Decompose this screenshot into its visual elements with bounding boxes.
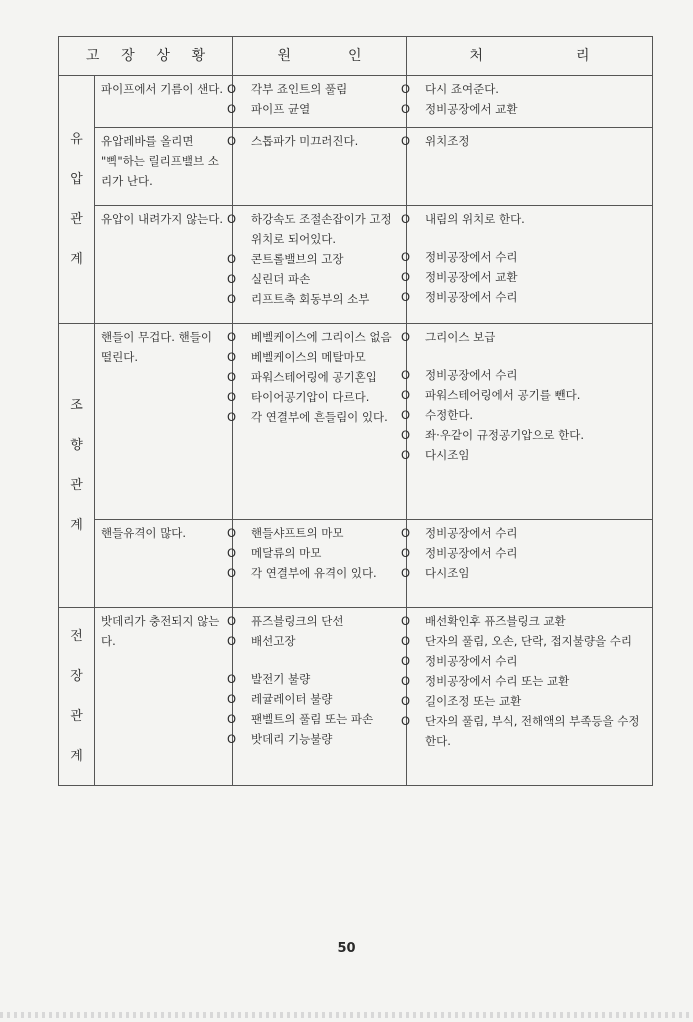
remedy-cell	[401, 324, 653, 520]
situation-cell: 밧데리가 충전되지 않는다.	[95, 608, 233, 786]
list-item	[401, 523, 646, 543]
remedy-cell	[401, 76, 653, 128]
list-item	[401, 631, 646, 651]
header-situation: 고 장 상 황	[59, 37, 233, 76]
list-item	[401, 611, 646, 631]
item-text: 길이조정 또는 교환	[425, 694, 522, 708]
list-item	[401, 99, 646, 119]
bullet-icon: O	[227, 370, 237, 384]
table-header-row	[59, 37, 653, 76]
cause-cell	[227, 76, 407, 128]
item-text: 정비공장에서 수리	[425, 290, 518, 304]
category-char: 전	[70, 628, 83, 644]
cause-cell	[227, 520, 407, 608]
list-item	[401, 327, 646, 347]
item-text: 다시조임	[425, 566, 470, 580]
item-text: 파이프 균열	[251, 102, 311, 116]
troubleshooting-table	[58, 36, 653, 786]
item-text: 배선확인후 퓨즈블링크 교환	[425, 614, 566, 628]
bullet-icon: O	[401, 566, 411, 580]
item-text: 정비공장에서 교환	[425, 102, 518, 116]
item-text: 하강속도 조절손잡이가 고정위치로 되어있다.	[251, 212, 392, 246]
category-char: 관	[70, 708, 83, 724]
item-text: 정비공장에서 수리	[425, 526, 518, 540]
list-item	[401, 425, 646, 445]
remedy-cell	[401, 520, 653, 608]
bullet-icon: O	[401, 330, 411, 344]
list-item	[227, 387, 400, 407]
list-item	[227, 729, 400, 749]
situation-cell: 핸들유격이 많다.	[95, 520, 233, 608]
list-item	[227, 79, 400, 99]
item-text: 좌·우같이 규정공기압으로 한다.	[425, 428, 585, 442]
situation-cell: 유압이 내려가지 않는다.	[95, 206, 233, 324]
table-row	[59, 76, 653, 128]
item-text: 정비공장에서 수리	[425, 250, 518, 264]
table-row	[59, 324, 653, 520]
item-text: 내림의 위치로 한다.	[425, 212, 525, 226]
list-item	[227, 99, 400, 119]
bullet-icon: O	[227, 614, 237, 628]
list-item	[401, 405, 646, 425]
bullet-icon: O	[401, 388, 411, 402]
list-item	[401, 247, 646, 267]
spacer	[239, 651, 400, 669]
bullet-icon: O	[401, 290, 411, 304]
spacer	[413, 347, 646, 365]
list-item	[227, 631, 400, 651]
situation-cell: 핸들이 무겁다. 핸들이 떨린다.	[95, 324, 233, 520]
category-char: 압	[70, 171, 83, 187]
bullet-icon: O	[227, 330, 237, 344]
bullet-icon: O	[401, 368, 411, 382]
item-text: 각 연결부에 흔들림이 있다.	[251, 410, 388, 424]
list-item	[401, 563, 646, 583]
bullet-icon: O	[401, 250, 411, 264]
cause-cell	[227, 608, 407, 786]
remedy-cell	[401, 128, 653, 206]
list-item	[401, 651, 646, 671]
bullet-icon: O	[227, 252, 237, 266]
item-text: 리프트축 회동부의 소부	[251, 292, 370, 306]
list-item	[401, 365, 646, 385]
list-item	[227, 249, 400, 269]
item-text: 콘트롤밸브의 고장	[251, 252, 344, 266]
list-item	[227, 563, 400, 583]
item-text: 다시 죠여준다.	[425, 82, 499, 96]
category-cell	[59, 608, 95, 786]
item-text: 수정한다.	[425, 408, 474, 422]
list-item	[401, 445, 646, 465]
bullet-icon: O	[227, 672, 237, 686]
item-text: 퓨즈블링크의 단선	[251, 614, 344, 628]
table-row	[59, 520, 653, 608]
category-cell	[59, 324, 95, 608]
item-text: 밧데리 기능불량	[251, 732, 333, 746]
bullet-icon: O	[401, 634, 411, 648]
bullet-icon: O	[227, 410, 237, 424]
category-cell	[59, 76, 95, 324]
bullet-icon: O	[401, 654, 411, 668]
item-text: 정비공장에서 수리	[425, 546, 518, 560]
list-item	[401, 691, 646, 711]
bullet-icon: O	[401, 102, 411, 116]
list-item	[227, 209, 400, 249]
bullet-icon: O	[401, 714, 411, 728]
list-item	[227, 611, 400, 631]
item-text: 실린더 파손	[251, 272, 311, 286]
bullet-icon: O	[227, 292, 237, 306]
bullet-icon: O	[227, 212, 237, 226]
header-cause: 원 인	[233, 37, 407, 76]
item-text: 베벨케이스에 그리이스 없음	[251, 330, 392, 344]
bullet-icon: O	[401, 270, 411, 284]
bullet-icon: O	[227, 134, 237, 148]
header-remedy: 처 리	[407, 37, 653, 76]
table-row	[59, 608, 653, 786]
list-item	[227, 131, 400, 151]
bullet-icon: O	[401, 408, 411, 422]
bullet-icon: O	[401, 82, 411, 96]
list-item	[401, 267, 646, 287]
bullet-icon: O	[227, 692, 237, 706]
list-item	[401, 79, 646, 99]
table-row	[59, 128, 653, 206]
bullet-icon: O	[227, 634, 237, 648]
item-text: 핸들샤프트의 마모	[251, 526, 344, 540]
item-text: 팬벨트의 풀림 또는 파손	[251, 712, 374, 726]
bullet-icon: O	[227, 712, 237, 726]
bullet-icon: O	[227, 390, 237, 404]
bullet-icon: O	[401, 694, 411, 708]
situation-cell: 유압레바를 올리면 "삑"하는 릴리프밸브 소리가 난다.	[95, 128, 233, 206]
spacer	[413, 229, 646, 247]
item-text: 파워스테어링에서 공기를 뺀다.	[425, 388, 581, 402]
category-char: 조	[70, 397, 83, 413]
list-item	[227, 327, 400, 347]
cause-cell	[227, 128, 407, 206]
list-item	[227, 709, 400, 729]
category-char: 유	[70, 131, 83, 147]
item-text: 위치조정	[425, 134, 470, 148]
item-text: 그리이스 보급	[425, 330, 496, 344]
item-text: 각 연결부에 유격이 있다.	[251, 566, 377, 580]
list-item	[401, 711, 646, 751]
category-char: 계	[70, 517, 83, 533]
list-item	[227, 347, 400, 367]
bullet-icon: O	[227, 272, 237, 286]
bullet-icon: O	[401, 614, 411, 628]
remedy-cell	[401, 206, 653, 324]
item-text: 메달류의 마모	[251, 546, 322, 560]
list-item	[227, 669, 400, 689]
list-item	[227, 269, 400, 289]
item-text: 레귤레이터 불량	[251, 692, 333, 706]
item-text: 각부 죠인트의 풀림	[251, 82, 348, 96]
list-item	[401, 543, 646, 563]
bullet-icon: O	[401, 448, 411, 462]
item-text: 발전기 불량	[251, 672, 311, 686]
bullet-icon: O	[227, 82, 237, 96]
cause-cell	[227, 206, 407, 324]
list-item	[227, 689, 400, 709]
bullet-icon: O	[401, 674, 411, 688]
list-item	[227, 407, 400, 427]
list-item	[227, 523, 400, 543]
category-char: 계	[70, 748, 83, 764]
cause-cell	[227, 324, 407, 520]
category-char: 계	[70, 251, 83, 267]
item-text: 배선고장	[251, 634, 296, 648]
bullet-icon: O	[401, 212, 411, 226]
item-text: 파워스테어링에 공기혼입	[251, 370, 377, 384]
item-text: 정비공장에서 수리	[425, 368, 518, 382]
list-item	[401, 131, 646, 151]
category-char: 향	[70, 437, 83, 453]
scan-artifact	[0, 1012, 693, 1018]
item-text: 정비공장에서 교환	[425, 270, 518, 284]
remedy-cell	[401, 608, 653, 786]
list-item	[227, 289, 400, 309]
list-item	[401, 385, 646, 405]
list-item	[401, 287, 646, 307]
page-number: 50	[337, 941, 356, 956]
bullet-icon: O	[401, 526, 411, 540]
bullet-icon: O	[401, 428, 411, 442]
bullet-icon: O	[227, 350, 237, 364]
list-item	[401, 209, 646, 229]
bullet-icon: O	[227, 566, 237, 580]
list-item	[227, 543, 400, 563]
item-text: 다시조임	[425, 448, 470, 462]
item-text: 정비공장에서 수리 또는 교환	[425, 674, 570, 688]
table-row	[59, 206, 653, 324]
item-text: 단자의 풀림, 부식, 전해액의 부족등을 수정한다.	[425, 714, 640, 748]
list-item	[227, 367, 400, 387]
item-text: 스톱파가 미끄러진다.	[251, 134, 359, 148]
category-char: 관	[70, 477, 83, 493]
situation-cell: 파이프에서 기름이 샌다.	[95, 76, 233, 128]
category-char: 관	[70, 211, 83, 227]
bullet-icon: O	[401, 546, 411, 560]
item-text: 정비공장에서 수리	[425, 654, 518, 668]
category-char: 장	[70, 668, 83, 684]
bullet-icon: O	[227, 732, 237, 746]
bullet-icon: O	[227, 546, 237, 560]
bullet-icon: O	[227, 526, 237, 540]
item-text: 타이어공기압이 다르다.	[251, 390, 370, 404]
list-item	[401, 671, 646, 691]
item-text: 베벨케이스의 메탈마모	[251, 350, 366, 364]
bullet-icon: O	[401, 134, 411, 148]
bullet-icon: O	[227, 102, 237, 116]
item-text: 단자의 풀림, 오손, 단락, 접지불량을 수리	[425, 634, 632, 648]
